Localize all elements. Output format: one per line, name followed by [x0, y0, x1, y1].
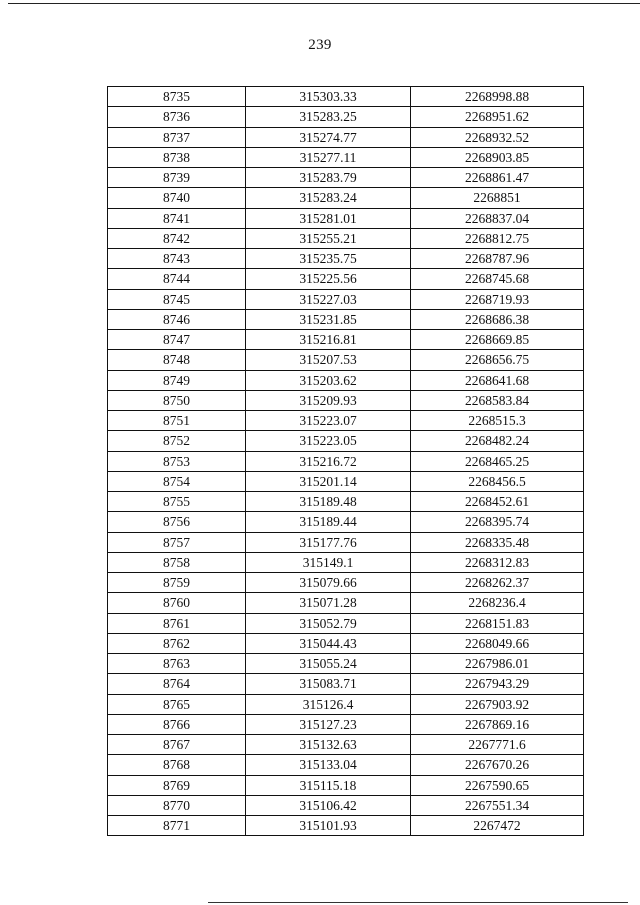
table-row	[108, 613, 584, 633]
point-number-cell: 8757	[108, 532, 246, 552]
point-number-cell: 8752	[108, 431, 246, 451]
x-coordinate-cell: 315223.07	[246, 411, 411, 431]
point-number-cell: 8756	[108, 512, 246, 532]
point-number-cell: 8748	[108, 350, 246, 370]
table-row	[108, 492, 584, 512]
table-row	[108, 208, 584, 228]
y-coordinate-cell: 2268787.96	[411, 249, 584, 269]
x-coordinate-cell: 315083.71	[246, 674, 411, 694]
table-row	[108, 816, 584, 836]
y-coordinate-cell: 2268236.4	[411, 593, 584, 613]
y-coordinate-cell: 2268998.88	[411, 87, 584, 107]
table-row	[108, 107, 584, 127]
point-number-cell: 8771	[108, 816, 246, 836]
point-number-cell: 8767	[108, 735, 246, 755]
point-number-cell: 8741	[108, 208, 246, 228]
y-coordinate-cell: 2268861.47	[411, 168, 584, 188]
point-number-cell: 8738	[108, 147, 246, 167]
table-row	[108, 471, 584, 491]
point-number-cell: 8758	[108, 552, 246, 572]
point-number-cell: 8745	[108, 289, 246, 309]
x-coordinate-cell: 315132.63	[246, 735, 411, 755]
y-coordinate-cell: 2268686.38	[411, 309, 584, 329]
table-row	[108, 309, 584, 329]
x-coordinate-cell: 315044.43	[246, 633, 411, 653]
x-coordinate-cell: 315189.44	[246, 512, 411, 532]
y-coordinate-cell: 2268851	[411, 188, 584, 208]
table-row	[108, 188, 584, 208]
table-row	[108, 127, 584, 147]
y-coordinate-cell: 2268812.75	[411, 228, 584, 248]
x-coordinate-cell: 315055.24	[246, 654, 411, 674]
x-coordinate-cell: 315277.11	[246, 147, 411, 167]
y-coordinate-cell: 2267472	[411, 816, 584, 836]
x-coordinate-cell: 315126.4	[246, 694, 411, 714]
y-coordinate-cell: 2268456.5	[411, 471, 584, 491]
x-coordinate-cell: 315115.18	[246, 775, 411, 795]
x-coordinate-cell: 315106.42	[246, 795, 411, 815]
point-number-cell: 8755	[108, 492, 246, 512]
table-row	[108, 289, 584, 309]
y-coordinate-cell: 2268951.62	[411, 107, 584, 127]
x-coordinate-cell: 315255.21	[246, 228, 411, 248]
point-number-cell: 8743	[108, 249, 246, 269]
table-row	[108, 654, 584, 674]
table-row	[108, 390, 584, 410]
table-row	[108, 674, 584, 694]
x-coordinate-cell: 315071.28	[246, 593, 411, 613]
table-row	[108, 87, 584, 107]
table-row	[108, 330, 584, 350]
y-coordinate-cell: 2267551.34	[411, 795, 584, 815]
y-coordinate-cell: 2268932.52	[411, 127, 584, 147]
x-coordinate-cell: 315127.23	[246, 714, 411, 734]
point-number-cell: 8747	[108, 330, 246, 350]
coordinates-table-body	[108, 87, 584, 836]
x-coordinate-cell: 315052.79	[246, 613, 411, 633]
x-coordinate-cell: 315149.1	[246, 552, 411, 572]
y-coordinate-cell: 2267670.26	[411, 755, 584, 775]
x-coordinate-cell: 315283.79	[246, 168, 411, 188]
x-coordinate-cell: 315079.66	[246, 573, 411, 593]
table-row	[108, 633, 584, 653]
table-row	[108, 593, 584, 613]
x-coordinate-cell: 315207.53	[246, 350, 411, 370]
y-coordinate-cell: 2268335.48	[411, 532, 584, 552]
table-row	[108, 795, 584, 815]
x-coordinate-cell: 315209.93	[246, 390, 411, 410]
point-number-cell: 8740	[108, 188, 246, 208]
coordinates-table	[107, 86, 584, 836]
y-coordinate-cell: 2268452.61	[411, 492, 584, 512]
x-coordinate-cell: 315274.77	[246, 127, 411, 147]
point-number-cell: 8751	[108, 411, 246, 431]
point-number-cell: 8742	[108, 228, 246, 248]
table-row	[108, 431, 584, 451]
table-row	[108, 249, 584, 269]
point-number-cell: 8765	[108, 694, 246, 714]
point-number-cell: 8737	[108, 127, 246, 147]
table-row	[108, 228, 584, 248]
x-coordinate-cell: 315223.05	[246, 431, 411, 451]
x-coordinate-cell: 315216.72	[246, 451, 411, 471]
table-row	[108, 573, 584, 593]
table-row	[108, 532, 584, 552]
table-row	[108, 451, 584, 471]
y-coordinate-cell: 2268151.83	[411, 613, 584, 633]
table-row	[108, 370, 584, 390]
y-coordinate-cell: 2268482.24	[411, 431, 584, 451]
bottom-edge-line	[208, 902, 628, 903]
x-coordinate-cell: 315283.24	[246, 188, 411, 208]
y-coordinate-cell: 2268262.37	[411, 573, 584, 593]
point-number-cell: 8735	[108, 87, 246, 107]
y-coordinate-cell: 2268583.84	[411, 390, 584, 410]
table-row	[108, 735, 584, 755]
x-coordinate-cell: 315235.75	[246, 249, 411, 269]
x-coordinate-cell: 315216.81	[246, 330, 411, 350]
point-number-cell: 8761	[108, 613, 246, 633]
point-number-cell: 8764	[108, 674, 246, 694]
point-number-cell: 8746	[108, 309, 246, 329]
x-coordinate-cell: 315303.33	[246, 87, 411, 107]
point-number-cell: 8744	[108, 269, 246, 289]
y-coordinate-cell: 2267771.6	[411, 735, 584, 755]
point-number-cell: 8763	[108, 654, 246, 674]
y-coordinate-cell: 2268669.85	[411, 330, 584, 350]
point-number-cell: 8769	[108, 775, 246, 795]
y-coordinate-cell: 2268903.85	[411, 147, 584, 167]
point-number-cell: 8739	[108, 168, 246, 188]
x-coordinate-cell: 315201.14	[246, 471, 411, 491]
x-coordinate-cell: 315283.25	[246, 107, 411, 127]
point-number-cell: 8762	[108, 633, 246, 653]
y-coordinate-cell: 2268656.75	[411, 350, 584, 370]
x-coordinate-cell: 315101.93	[246, 816, 411, 836]
table-row	[108, 512, 584, 532]
x-coordinate-cell: 315177.76	[246, 532, 411, 552]
x-coordinate-cell: 315231.85	[246, 309, 411, 329]
point-number-cell: 8754	[108, 471, 246, 491]
x-coordinate-cell: 315281.01	[246, 208, 411, 228]
table-row	[108, 269, 584, 289]
y-coordinate-cell: 2268395.74	[411, 512, 584, 532]
y-coordinate-cell: 2267903.92	[411, 694, 584, 714]
y-coordinate-cell: 2268719.93	[411, 289, 584, 309]
point-number-cell: 8753	[108, 451, 246, 471]
y-coordinate-cell: 2268641.68	[411, 370, 584, 390]
table-row	[108, 714, 584, 734]
x-coordinate-cell: 315225.56	[246, 269, 411, 289]
y-coordinate-cell: 2268049.66	[411, 633, 584, 653]
point-number-cell: 8750	[108, 390, 246, 410]
point-number-cell: 8736	[108, 107, 246, 127]
y-coordinate-cell: 2268837.04	[411, 208, 584, 228]
table-row	[108, 350, 584, 370]
page-number: 239	[308, 37, 332, 53]
x-coordinate-cell: 315189.48	[246, 492, 411, 512]
top-edge-line	[8, 3, 640, 4]
table-row	[108, 147, 584, 167]
y-coordinate-cell: 2267869.16	[411, 714, 584, 734]
y-coordinate-cell: 2268745.68	[411, 269, 584, 289]
table-row	[108, 775, 584, 795]
table-row	[108, 552, 584, 572]
y-coordinate-cell: 2268312.83	[411, 552, 584, 572]
table-row	[108, 694, 584, 714]
table-row	[108, 168, 584, 188]
point-number-cell: 8749	[108, 370, 246, 390]
point-number-cell: 8770	[108, 795, 246, 815]
x-coordinate-cell: 315203.62	[246, 370, 411, 390]
y-coordinate-cell: 2267943.29	[411, 674, 584, 694]
point-number-cell: 8759	[108, 573, 246, 593]
point-number-cell: 8760	[108, 593, 246, 613]
y-coordinate-cell: 2267986.01	[411, 654, 584, 674]
table-row	[108, 411, 584, 431]
x-coordinate-cell: 315227.03	[246, 289, 411, 309]
y-coordinate-cell: 2268515.3	[411, 411, 584, 431]
table-row	[108, 755, 584, 775]
y-coordinate-cell: 2267590.65	[411, 775, 584, 795]
point-number-cell: 8768	[108, 755, 246, 775]
point-number-cell: 8766	[108, 714, 246, 734]
x-coordinate-cell: 315133.04	[246, 755, 411, 775]
y-coordinate-cell: 2268465.25	[411, 451, 584, 471]
